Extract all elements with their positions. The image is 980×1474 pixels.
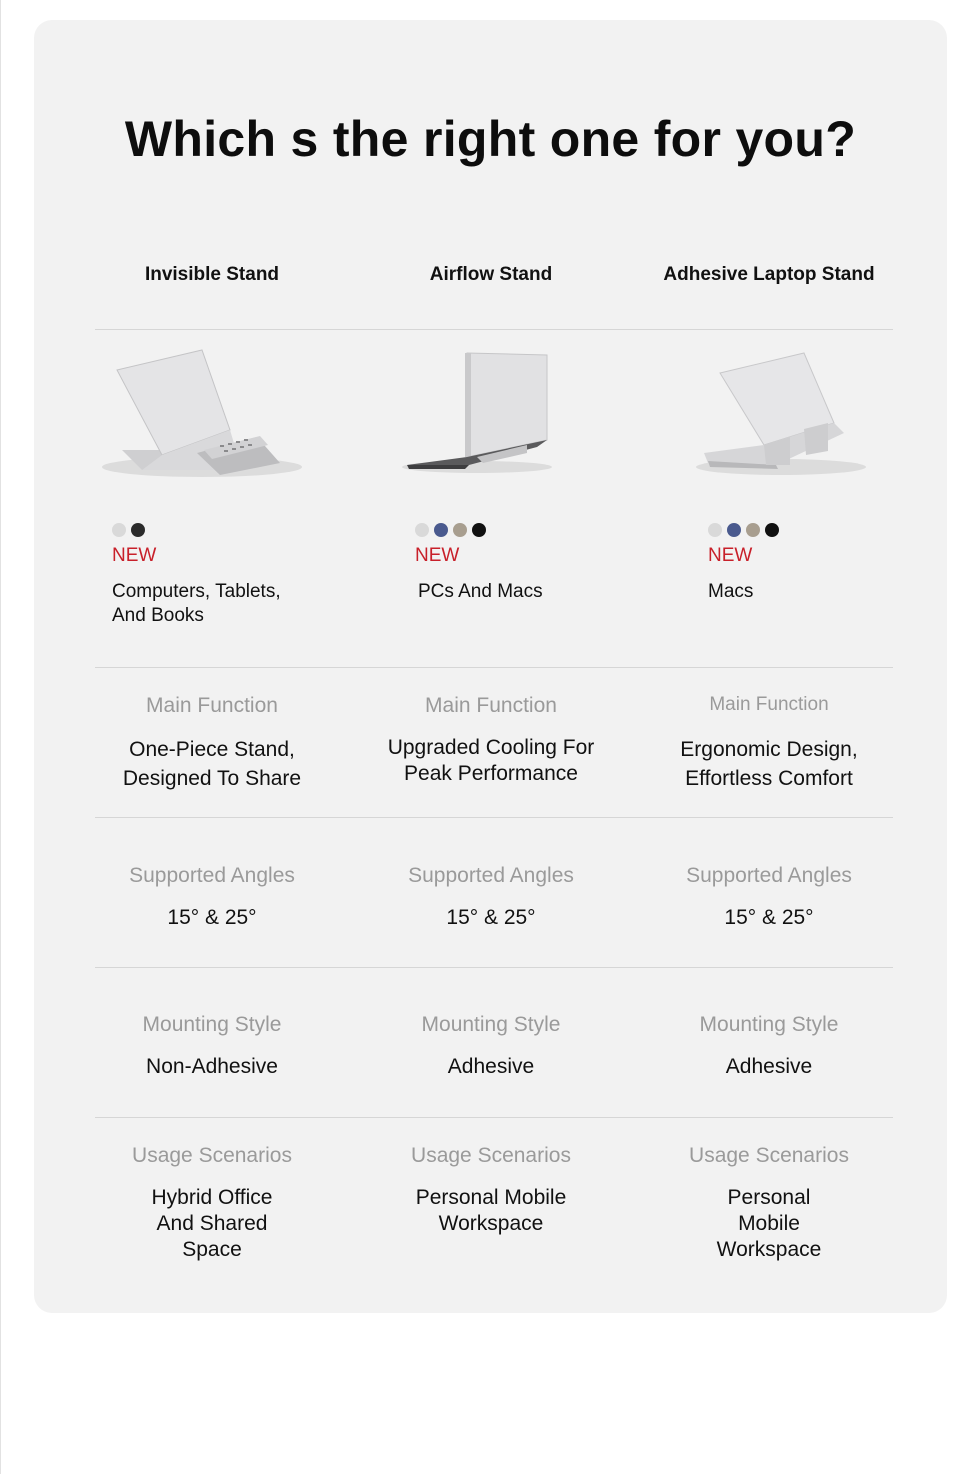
supported-angles-value: 15° & 25° [724, 906, 814, 929]
compatibility-text: PCs And Macs [418, 581, 543, 602]
color-swatches-airflow-stand [415, 523, 486, 537]
main-function-value: One-Piece Stand, Designed To Share [122, 738, 302, 790]
mounting-style-label: Mounting Style [142, 1013, 282, 1036]
supported-angles-label: Supported Angles [686, 864, 852, 887]
page-title: Which s the right one for you? [124, 111, 857, 167]
color-swatch[interactable] [708, 523, 722, 537]
main-function-value: Ergonomic Design, Effortless Comfort [680, 738, 858, 790]
color-swatch[interactable] [131, 523, 145, 537]
color-swatch[interactable] [727, 523, 741, 537]
airflow-stand-image[interactable] [387, 345, 607, 510]
main-function-label: Main Function [146, 694, 278, 717]
color-swatch[interactable] [746, 523, 760, 537]
color-swatch[interactable] [453, 523, 467, 537]
usage-scenarios-value: Personal Mobile Workspace [415, 1186, 567, 1235]
divider [95, 1117, 893, 1118]
invisible-stand-image[interactable] [92, 345, 312, 510]
mounting-style-value: Non-Adhesive [146, 1055, 278, 1078]
product-name-invisible-stand[interactable]: Invisible Stand [144, 264, 280, 285]
product-name-adhesive-laptop-stand[interactable]: Adhesive Laptop Stand [663, 264, 875, 285]
supported-angles-label: Supported Angles [408, 864, 574, 887]
mounting-style-value: Adhesive [725, 1055, 813, 1078]
divider [95, 667, 893, 668]
color-swatch[interactable] [434, 523, 448, 537]
color-swatch[interactable] [112, 523, 126, 537]
mounting-style-label: Mounting Style [699, 1013, 839, 1036]
divider [95, 967, 893, 968]
color-swatch[interactable] [765, 523, 779, 537]
usage-scenarios-value: Hybrid Office And Shared Space [151, 1186, 273, 1261]
divider [95, 329, 893, 330]
usage-scenarios-label: Usage Scenarios [132, 1144, 292, 1167]
adhesive-stand-image[interactable] [686, 345, 906, 510]
mounting-style-value: Adhesive [447, 1055, 535, 1078]
main-function-label: Main Function [425, 694, 557, 717]
new-badge: NEW [708, 545, 753, 566]
comparison-card [34, 20, 947, 1313]
compatibility-text: Computers, Tablets, And Books [112, 581, 281, 626]
usage-scenarios-value: Personal Mobile Workspace [716, 1186, 822, 1261]
main-function-label: Main Function [709, 694, 829, 715]
color-swatches-invisible-stand [112, 523, 145, 537]
supported-angles-value: 15° & 25° [446, 906, 536, 929]
compatibility-text: Macs [708, 581, 754, 602]
mounting-style-label: Mounting Style [421, 1013, 561, 1036]
supported-angles-label: Supported Angles [129, 864, 295, 887]
new-badge: NEW [112, 545, 157, 566]
color-swatch[interactable] [472, 523, 486, 537]
product-name-airflow-stand[interactable]: Airflow Stand [429, 264, 553, 285]
main-function-value: Upgraded Cooling For Peak Performance [387, 736, 595, 785]
color-swatches-adhesive-stand [708, 523, 779, 537]
page-left-border [0, 0, 1, 1474]
new-badge: NEW [415, 545, 460, 566]
color-swatch[interactable] [415, 523, 429, 537]
usage-scenarios-label: Usage Scenarios [411, 1144, 571, 1167]
divider [95, 817, 893, 818]
supported-angles-value: 15° & 25° [167, 906, 257, 929]
usage-scenarios-label: Usage Scenarios [689, 1144, 849, 1167]
